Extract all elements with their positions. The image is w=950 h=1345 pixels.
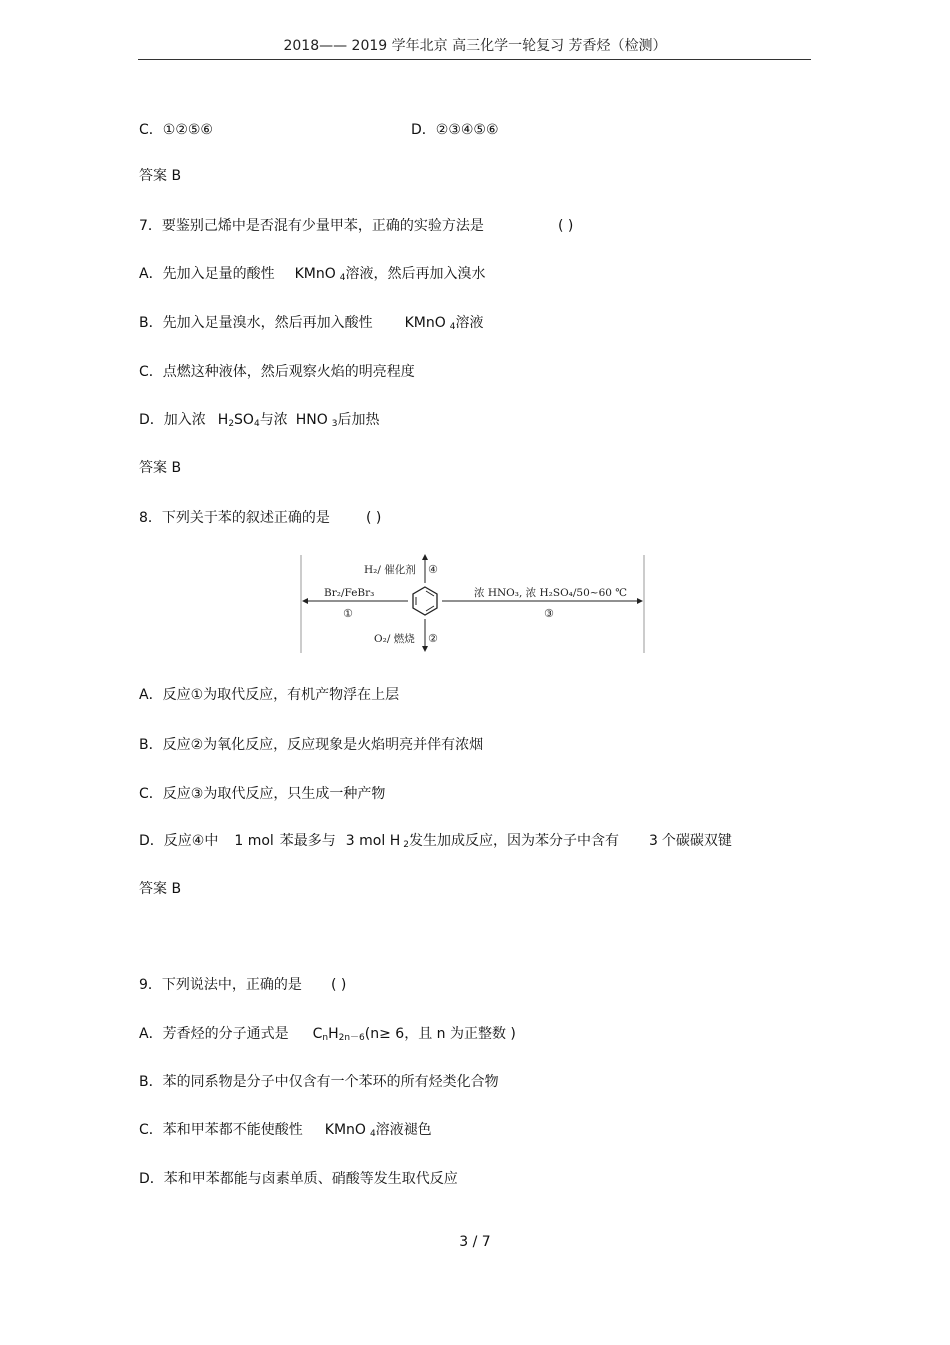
right-reagent-label: 浓 HNO₃, 浓 H₂SO₄/50~60 ℃ (474, 587, 628, 599)
q7-b-kmno: KMnO (404, 315, 446, 331)
q8-d-text3: 发生加成反应，因为苯分子中含有 (408, 833, 619, 849)
q7-b-sub: 4 (449, 322, 456, 332)
q7-b-text2: 溶液 (455, 315, 484, 331)
header-divider (138, 59, 811, 60)
top-reagent-label: H₂/ 催化剂 (364, 564, 416, 576)
q8-d-three: 3 (648, 833, 658, 849)
q9-option-d: D．苯和甲苯都能与卤素单质、硝酸等发生取代反应 (139, 1171, 458, 1187)
q7-option-b (139, 314, 484, 336)
reaction-scheme-svg (300, 553, 645, 655)
arrow-right-head (637, 598, 643, 604)
arrow-up-head (422, 554, 428, 560)
q6-answer: 答案 B (139, 168, 182, 184)
q7-b-text: B．先加入足量溴水，然后再加入酸性 (139, 315, 373, 331)
right-reaction-number: ③ (544, 607, 554, 620)
left-reaction-number: ① (343, 607, 353, 620)
q9-a-c: C (312, 1026, 323, 1042)
benzene-reaction-scheme (300, 553, 645, 655)
q8-d-mol2: 3 mol H (345, 833, 401, 849)
benzene-ring-icon (413, 587, 437, 615)
q8-option-d (139, 832, 732, 854)
q8-option-c: C．反应③为取代反应，只生成一种产物 (139, 786, 386, 802)
q7-d-h: H (217, 412, 229, 428)
q8-d-mol1: 1 mol (234, 833, 274, 849)
q9-c-text: C．苯和甲苯都不能使酸性 (139, 1122, 303, 1138)
q9-c-sub: 4 (369, 1129, 376, 1139)
q9-a-h: H (328, 1026, 339, 1042)
q6-option-d: D．②③④⑤⑥ (411, 122, 499, 138)
q6-option-c: C．①②⑤⑥ (139, 122, 213, 138)
q7-a-text: A．先加入足量的酸性 (139, 266, 275, 282)
q7-d-so: SO (234, 412, 254, 428)
q9-answer-paren: ( ) (331, 977, 347, 993)
q9-a-text: A．芳香烃的分子通式是 (139, 1026, 289, 1042)
q8-option-b: B．反应②为氧化反应，反应现象是火焰明亮并伴有浓烟 (139, 737, 484, 753)
q9-option-c (139, 1121, 432, 1143)
bottom-reaction-number: ② (428, 632, 438, 645)
q7-option-a (139, 265, 485, 287)
arrow-down-head (422, 646, 428, 652)
q9-stem: 9．下列说法中，正确的是 (139, 977, 302, 993)
q7-d-text3: 后加热 (337, 412, 380, 428)
q7-a-text2: 溶液，然后再加入溴水 (345, 266, 486, 282)
q9-c-kmno: KMnO (324, 1122, 366, 1138)
q7-d-sub3: 3 (331, 419, 338, 429)
page-header: 2018—— 2019 学年北京 高三化学一轮复习 芳香烃（检测） (283, 38, 667, 54)
q9-c-text2: 溶液褪色 (375, 1122, 432, 1138)
q7-d-sub2: 4 (253, 419, 260, 429)
q7-option-d (139, 411, 379, 433)
arrow-left-head (302, 598, 308, 604)
q9-a-2n6: 2n－6 (338, 1033, 365, 1043)
page-number: 3 / 7 (459, 1234, 491, 1250)
top-reaction-number: ④ (428, 563, 438, 576)
q8-answer: 答案 B (139, 881, 182, 897)
q7-d-hno: HNO (295, 412, 328, 428)
q7-answer-paren: ( ) (558, 218, 574, 234)
q9-option-a (139, 1025, 516, 1047)
q7-option-c: C．点燃这种液体，然后观察火焰的明亮程度 (139, 364, 415, 380)
q8-d-sub: 2 (403, 840, 409, 850)
q7-a-kmno: KMnO (294, 266, 336, 282)
q8-option-a: A．反应①为取代反应，有机产物浮在上层 (139, 687, 400, 703)
q7-d-sub1: 2 (228, 419, 235, 429)
q8-d-text2: 苯最多与 (279, 833, 336, 849)
q7-answer: 答案 B (139, 460, 182, 476)
q9-a-text2: (n≥ 6，且 n 为正整数 ) (364, 1026, 516, 1042)
q8-stem: 8．下列关于苯的叙述正确的是 (139, 510, 330, 526)
q9-a-n: n (322, 1033, 329, 1043)
bottom-reagent-label: O₂/ 燃烧 (374, 633, 415, 645)
q9-option-b: B．苯的同系物是分子中仅含有一个苯环的所有烃类化合物 (139, 1074, 499, 1090)
q8-d-text: D．反应④中 (139, 833, 219, 849)
q8-answer-paren: ( ) (366, 510, 382, 526)
q7-a-sub: 4 (339, 273, 346, 283)
q7-stem: 7．要鉴别己烯中是否混有少量甲苯，正确的实验方法是 (139, 218, 484, 234)
q7-d-text2: 与浓 (259, 412, 288, 428)
q8-d-text4: 个碳碳双键 (661, 833, 732, 849)
q7-d-text: D．加入浓 (139, 412, 206, 428)
left-reagent-label: Br₂/FeBr₃ (324, 587, 375, 599)
